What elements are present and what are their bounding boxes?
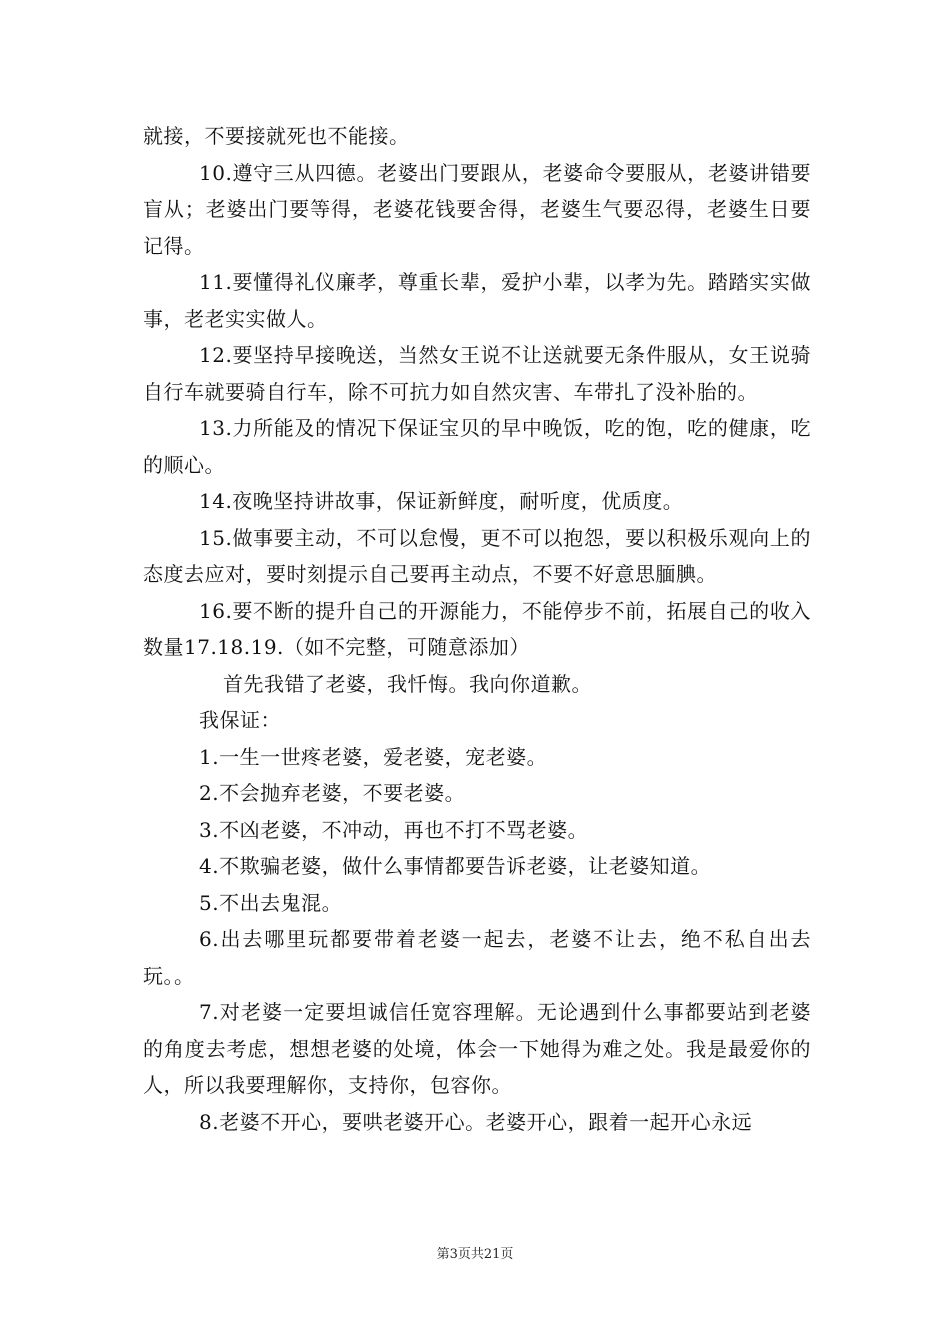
paragraph-item-13: 13.力所能及的情况下保证宝贝的早中晚饭，吃的饱，吃的健康，吃的顺心。 [143,416,811,477]
paragraph-pledge-8: 8.老婆不开心，要哄老婆开心。老婆开心，跟着一起开心永远 [199,1109,753,1134]
paragraph-pledge-2: 2.不会抛弃老婆，不要老婆。 [199,781,466,805]
paragraph-pledge-7: 7.对老婆一定要坦诚信任宽容理解。无论遇到什么事都要站到老婆的角度去考虑，想想老婆的处境，体会一下她得为难之处。我是最爱你的人，所以我要理解你，支持你，包容你。 [143,1000,811,1097]
paragraph-continuation: 就接，不要接就死也不能接。 [143,124,410,148]
paragraph-item-14: 14.夜晚坚持讲故事，保证新鲜度，耐听度，优质度。 [199,489,684,513]
paragraph-item-16: 16.要不断的提升自己的开源能力，不能停步不前，拓展自己的收入数量17.18.19.（如不完整，可随意添加） [143,598,811,659]
paragraph-pledge-6: 6.出去哪里玩都要带着老婆一起去，老婆不让去，绝不私自出去玩。。 [143,927,811,988]
paragraph-pledge-heading: 我保证： [199,708,281,732]
paragraph-pledge-3: 3.不凶老婆，不冲动，再也不打不骂老婆。 [199,817,589,842]
paragraph-item-12: 12.要坚持早接晚送，当然女王说不让送就要无条件服从，女王说骑自行车就要骑自行车，除不可抗力如自然灾害、车带扎了没补胎的。 [143,343,811,404]
paragraph-item-15: 15.做事要主动，不可以怠慢，更不可以抱怨，要以积极乐观向上的态度去应对，要时刻提示自己要再主动点，不要不好意思腼腆。 [143,525,811,586]
paragraph-pledge-4: 4.不欺骗老婆，做什么事情都要告诉老婆，让老婆知道。 [199,854,712,878]
paragraph-pledge-1: 1.一生一世疼老婆，爱老婆，宠老婆。 [199,744,548,769]
page-number-footer: 第3页共21页 [436,1247,514,1262]
paragraph-apology: 首先我错了老婆，我忏悔。我向你道歉。 [223,671,592,696]
paragraph-item-10: 10.遵守三从四德。老婆出门要跟从，老婆命令要服从，老婆讲错要盲从；老婆出门要等得，老婆花钱要舍得，老婆生气要忍得，老婆生日要记得。 [143,160,811,258]
paragraph-item-11: 11.要懂得礼仪廉孝，尊重长辈，爱护小辈，以孝为先。踏踏实实做事，老老实实做人。 [143,270,811,331]
paragraph-pledge-5: 5.不出去鬼混。 [199,890,343,915]
document-body [143,118,811,1140]
